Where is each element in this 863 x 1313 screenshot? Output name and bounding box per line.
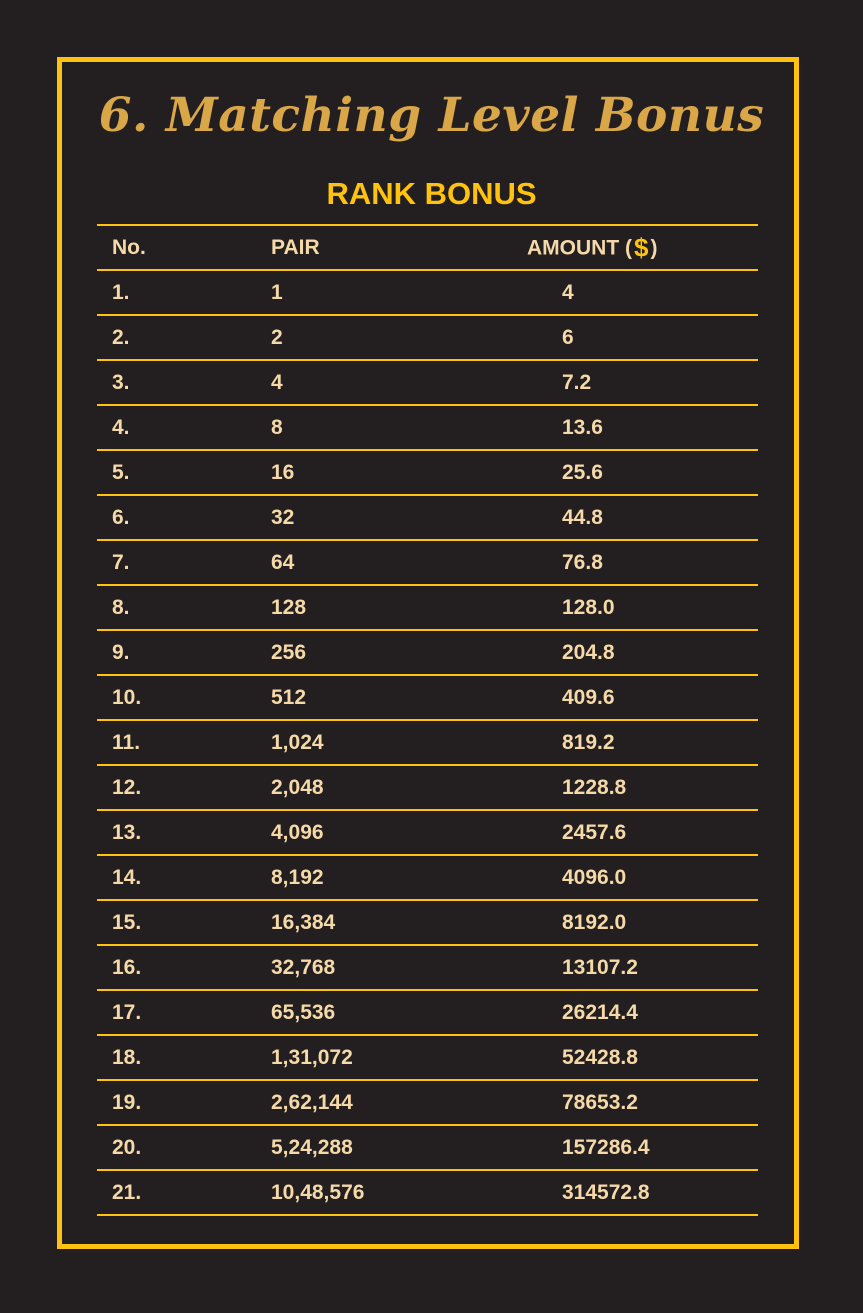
table-row [97,1171,758,1216]
row-pair: 1 [271,280,283,304]
row-pair: 512 [271,685,307,709]
table-row [97,766,758,811]
row-pair: 16,384 [271,910,336,934]
row-number: 14. [112,865,142,889]
header-amount-suffix: ) [650,236,658,259]
row-number: 3. [112,370,130,394]
table-row [97,496,758,541]
row-amount: 314572.8 [562,1180,650,1204]
row-amount: 44.8 [562,505,603,529]
row-amount: 26214.4 [562,1000,638,1024]
row-amount: 819.2 [562,730,615,754]
row-number: 17. [112,1000,142,1024]
table-row [97,946,758,991]
header-amount [527,232,657,263]
row-amount: 157286.4 [562,1135,650,1159]
row-pair: 128 [271,595,307,619]
row-pair: 32 [271,505,295,529]
row-number: 9. [112,640,130,664]
page-title: 6. Matching Level Bonus [98,88,765,143]
row-number: 15. [112,910,142,934]
header-amount-label: AMOUNT ( [527,236,632,259]
table-subtitle: RANK BONUS [326,176,537,211]
table-row [97,1036,758,1081]
row-pair: 1,31,072 [271,1045,353,1069]
row-pair: 256 [271,640,307,664]
row-amount: 1228.8 [562,775,627,799]
table-row [97,271,758,316]
row-number: 18. [112,1045,142,1069]
row-amount: 204.8 [562,640,615,664]
row-pair: 1,024 [271,730,324,754]
table-row [97,1126,758,1171]
row-amount: 8192.0 [562,910,627,934]
row-amount: 76.8 [562,550,603,574]
table-row [97,856,758,901]
table-row [97,631,758,676]
row-number: 1. [112,280,130,304]
table-row [97,406,758,451]
row-pair: 8 [271,415,283,439]
table-row [97,1081,758,1126]
row-number: 2. [112,325,130,349]
table-header-row [97,226,758,271]
row-number: 16. [112,955,142,979]
row-number: 7. [112,550,130,574]
row-amount: 4096.0 [562,865,627,889]
row-amount: 128.0 [562,595,615,619]
row-pair: 16 [271,460,295,484]
row-amount: 2457.6 [562,820,627,844]
row-pair: 64 [271,550,295,574]
row-amount: 7.2 [562,370,592,394]
table-row [97,991,758,1036]
table-row [97,541,758,586]
table-row [97,586,758,631]
header-no: No. [112,235,146,259]
row-amount: 25.6 [562,460,603,484]
row-number: 13. [112,820,142,844]
row-pair: 2 [271,325,283,349]
row-pair: 65,536 [271,1000,336,1024]
row-number: 20. [112,1135,142,1159]
table-body [97,271,758,1216]
row-number: 6. [112,505,130,529]
row-number: 10. [112,685,142,709]
rank-bonus-table [97,224,758,1216]
row-amount: 52428.8 [562,1045,638,1069]
row-pair: 8,192 [271,865,324,889]
row-pair: 5,24,288 [271,1135,353,1159]
table-row [97,901,758,946]
row-amount: 13107.2 [562,955,638,979]
row-pair: 2,62,144 [271,1090,353,1114]
row-number: 11. [112,730,141,754]
header-pair: PAIR [271,235,320,259]
row-number: 21. [112,1180,142,1204]
row-pair: 32,768 [271,955,336,979]
dollar-icon: $ [633,232,649,262]
row-amount: 4 [562,280,574,304]
table-row [97,361,758,406]
row-amount: 6 [562,325,574,349]
table-row [97,721,758,766]
row-amount: 13.6 [562,415,603,439]
table-row [97,811,758,856]
row-number: 8. [112,595,130,619]
table-row [97,676,758,721]
row-number: 19. [112,1090,142,1114]
row-number: 5. [112,460,130,484]
table-row [97,316,758,361]
row-pair: 10,48,576 [271,1180,365,1204]
row-pair: 4,096 [271,820,324,844]
row-amount: 409.6 [562,685,615,709]
row-number: 4. [112,415,130,439]
table-row [97,451,758,496]
row-amount: 78653.2 [562,1090,638,1114]
row-pair: 4 [271,370,283,394]
row-pair: 2,048 [271,775,324,799]
row-number: 12. [112,775,142,799]
